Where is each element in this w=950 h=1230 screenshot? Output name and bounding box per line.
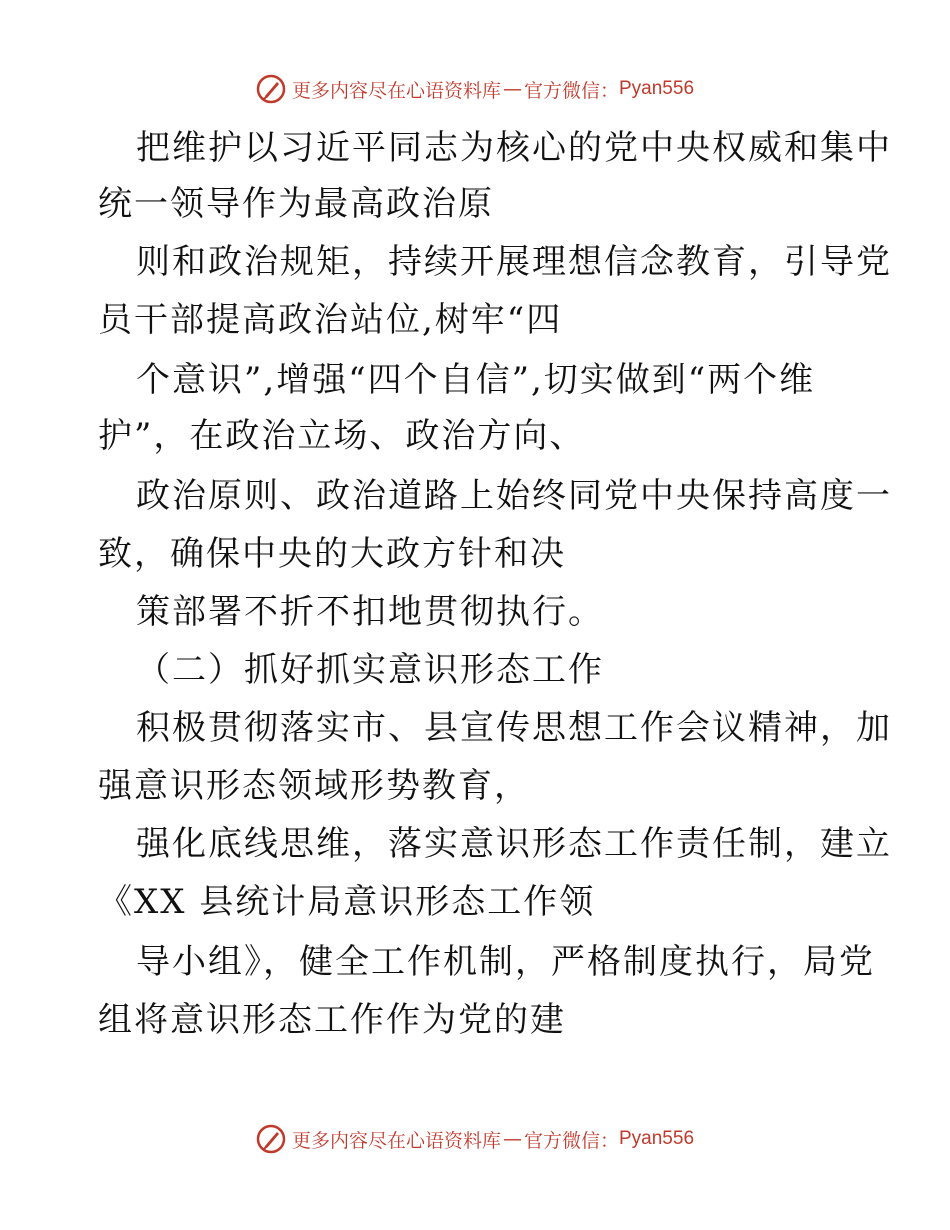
footer-watermark-banner	[0, 1124, 950, 1154]
banner-site-text: 更多内容尽在心语资料库	[291, 79, 501, 102]
banner-dash: —	[502, 1128, 522, 1150]
banner-site-text: 更多内容尽在心语资料库	[291, 1129, 501, 1152]
header-watermark-banner	[0, 74, 950, 104]
body-line: 强意识形态领域形势教育，	[98, 766, 530, 806]
section-heading: （二）抓好抓实意识形态工作	[136, 650, 604, 690]
banner-wechat-label: 官方微信：	[523, 1129, 619, 1152]
body-line: 《XX 县统计局意识形态工作领	[98, 882, 596, 922]
body-line: 策部署不折不扣地贯彻执行。	[136, 592, 604, 632]
body-line: 则和政治规矩，持续开展理想信念教育，引导党	[136, 242, 892, 282]
body-line: 统一领导作为最高政治原	[98, 184, 494, 224]
feather-pen-logo-icon	[256, 74, 286, 104]
body-line: 致，确保中央的大政方针和决	[98, 534, 566, 574]
body-line: 导小组》，健全工作机制，严格制度执行，局党	[136, 942, 875, 982]
body-line: 政治原则、政治道路上始终同党中央保持高度一	[136, 476, 892, 516]
body-line: 组将意识形态工作作为党的建	[98, 1000, 566, 1040]
body-line: 积极贯彻落实市、县宣传思想工作会议精神，加	[136, 708, 892, 748]
banner-dash: —	[502, 78, 522, 100]
body-line: 护”，在政治立场、政治方向、	[98, 416, 586, 456]
banner-wechat-label: 官方微信：	[523, 79, 619, 102]
banner-wechat-id: Pyan556	[619, 78, 695, 99]
banner-wechat-id: Pyan556	[619, 1128, 695, 1149]
body-line: 个意识”,增强“四个自信”,切实做到“两个维	[136, 360, 816, 400]
body-line: 员干部提高政治站位,树牢“四	[98, 300, 563, 340]
body-line: 强化底线思维，落实意识形态工作责任制，建立	[136, 824, 892, 864]
feather-pen-logo-icon	[256, 1124, 286, 1154]
body-line: 把维护以习近平同志为核心的党中央权威和集中	[136, 128, 892, 168]
